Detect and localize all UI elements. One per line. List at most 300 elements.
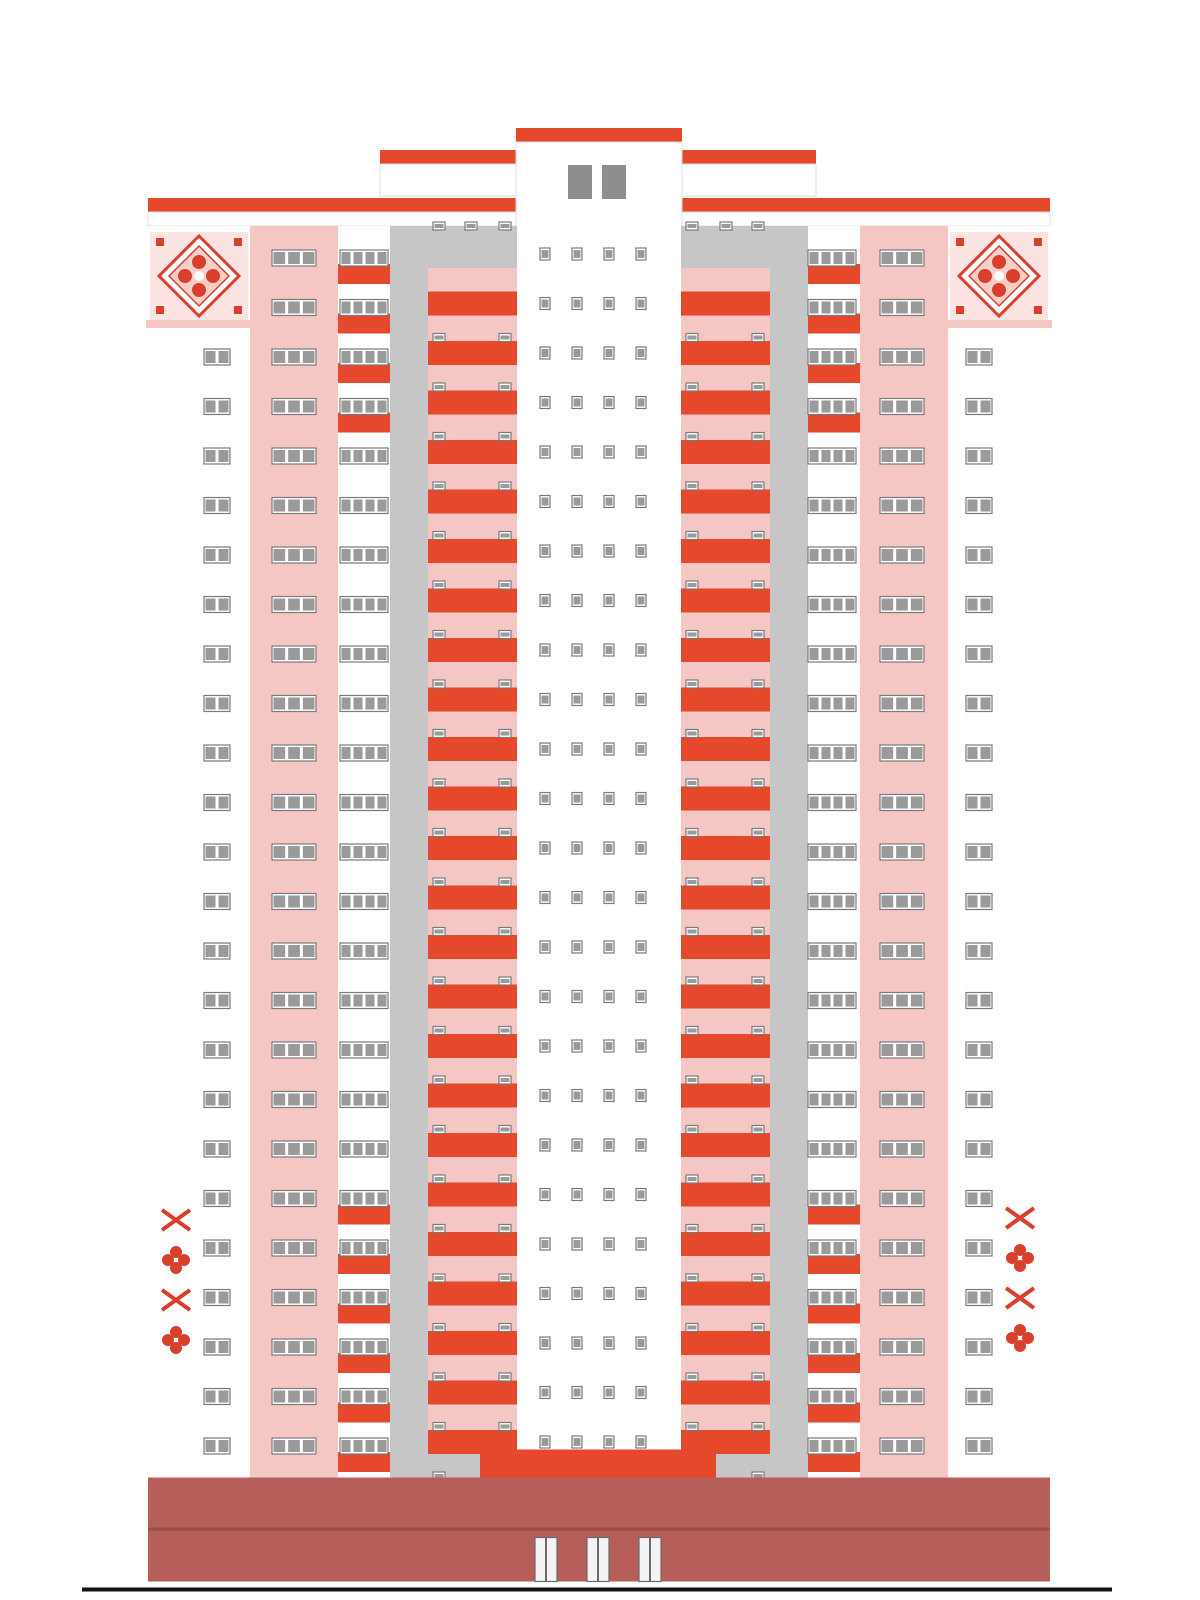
window-pane [435,1474,444,1478]
balcony-stripe [681,1183,770,1207]
window-core [636,644,646,656]
window-frame-left-a [433,1225,445,1233]
window-frame-right-a [686,1423,698,1431]
loggia-stripe [808,363,860,383]
window-pane [810,450,819,462]
window-core [572,347,582,359]
window-pane [288,302,300,314]
window-frame-left-b [499,482,511,490]
window-frame-left-b [499,977,511,985]
window-pane [882,945,894,957]
window-pane [354,1193,363,1205]
window-pane [896,1391,908,1403]
window-core [636,446,646,458]
window-pane [834,252,843,264]
window-pink-right [880,943,924,959]
window-pane [810,599,819,611]
window-outer-right [966,1141,992,1157]
window-core [636,1139,646,1151]
window-frame-left-b [499,383,511,391]
window-frame-left-b [499,779,511,787]
window-pane [366,450,375,462]
window-pane [834,698,843,710]
loggia-stripe [338,1353,390,1373]
window-pane [882,698,894,710]
window-pink-right [880,547,924,563]
window-pane [911,401,923,413]
window-pane [342,1143,351,1155]
window-loggia-right [808,1389,856,1405]
window-pane [354,1242,363,1254]
window-frame-right-b [752,1324,764,1332]
roof-vent [602,165,626,199]
window-pane [342,747,351,759]
window-pane [638,1092,645,1100]
window-pane [882,747,894,759]
window-pane [542,1240,549,1248]
window-pane [911,747,923,759]
window-core [636,793,646,805]
window-pane [501,534,510,538]
window-loggia-right [808,943,856,959]
window-pane [219,698,229,710]
window-pink-right [880,349,924,365]
window-core [604,842,614,854]
window-pane [896,401,908,413]
window-pane [834,1292,843,1304]
window-pane [638,646,645,654]
balcony-stripe [428,836,517,860]
window-pane [981,401,991,413]
window-pane [822,995,831,1007]
window-pink-left [272,498,316,514]
window-frame-right-b [752,581,764,589]
window-pane [542,1092,549,1100]
window-pane [303,846,315,858]
window-frame-right-a [686,977,698,985]
window-core [572,248,582,260]
window-loggia-right [808,894,856,910]
window-core [604,545,614,557]
window-pane [501,1375,510,1379]
window-pane [303,945,315,957]
window-frame-right-b [752,680,764,688]
window-pane [981,698,991,710]
window-pane [882,1341,894,1353]
window-core [636,694,646,706]
window-pane [896,945,908,957]
window-pane [206,599,216,611]
window-pane [574,547,581,555]
window-pink-right [880,1092,924,1108]
window-pane [810,351,819,363]
window-frame-right-b [752,433,764,441]
window-pane [896,500,908,512]
balcony-stripe [681,1381,770,1405]
window-pane [501,880,510,884]
window-pink-left [272,547,316,563]
window-pane [882,1044,894,1056]
window-core [636,1436,646,1448]
window-pane [810,1341,819,1353]
window-pane [968,1143,978,1155]
window-outer-right [966,1438,992,1454]
window-core [572,496,582,508]
window-frame-left-b [499,680,511,688]
window-loggia-right [808,1191,856,1207]
window-pane [342,945,351,957]
window-pane [574,1240,581,1248]
window-pane [303,1391,315,1403]
window-pane [846,450,855,462]
balcony-stripe [428,292,517,316]
window-core [572,545,582,557]
window-pane [606,696,613,704]
window-pane [688,682,697,686]
window-pane [822,500,831,512]
window-pane [219,1341,229,1353]
window-core [636,1238,646,1250]
window-loggia-left [340,448,388,464]
window-pane [206,698,216,710]
window-core [572,1090,582,1102]
window-core [604,595,614,607]
window-outer-left [204,1092,230,1108]
window-pane [501,1029,510,1033]
window-pane [354,648,363,660]
window-loggia-left [340,1191,388,1207]
window-core [636,347,646,359]
window-pane [810,252,819,264]
ornament-petal [992,283,1006,297]
window-pane [219,896,229,908]
window-pane [911,648,923,660]
window-pane [378,450,387,462]
balcony-stripe [681,440,770,464]
window-pane [722,224,731,228]
window-loggia-left [340,250,388,266]
window-pane [638,547,645,555]
window-pane [688,732,697,736]
window-pink-left [272,1092,316,1108]
window-pane [810,1292,819,1304]
window-pane [378,1391,387,1403]
window-loggia-left [340,1389,388,1405]
window-pane [896,995,908,1007]
balcony-stripe [428,886,517,910]
window-core [572,1040,582,1052]
window-pane [219,1143,229,1155]
window-loggia-left [340,597,388,613]
window-pane [354,1391,363,1403]
window-pane [288,1341,300,1353]
window-pane [810,747,819,759]
window-pane [342,1044,351,1056]
window-pane [354,351,363,363]
window-pane [378,500,387,512]
loggia-stripe [338,314,390,334]
balcony-stripe [681,886,770,910]
window-pane [219,500,229,512]
window-outer-left [204,448,230,464]
window-pane [354,896,363,908]
window-core [572,1387,582,1399]
window-loggia-right [808,349,856,365]
window-pane [981,549,991,561]
window-outer-left [204,498,230,514]
window-outer-left [204,1191,230,1207]
window-pane [754,1326,763,1330]
window-pane [219,351,229,363]
window-pane [574,1042,581,1050]
window-pane [303,450,315,462]
window-pane [968,450,978,462]
window-pane [981,1193,991,1205]
window-pane [638,943,645,951]
window-pane [366,1094,375,1106]
window-pane [542,1191,549,1199]
window-pane [846,500,855,512]
window-pane [342,797,351,809]
podium-floor-line [148,1528,1050,1531]
window-pane [574,349,581,357]
window-pink-right [880,399,924,415]
ornament-petal [178,269,192,283]
window-pink-right [880,745,924,761]
window-pink-left [272,745,316,761]
window-pane [968,1440,978,1452]
window-pane [366,1242,375,1254]
window-pane [574,399,581,407]
window-pane [810,1242,819,1254]
window-pane [822,401,831,413]
window-pane [981,945,991,957]
window-pane [435,1177,444,1181]
window-attic [686,222,698,230]
top-parapet-body [516,142,682,240]
window-pane [911,302,923,314]
ornament-panel-upper [146,232,252,328]
window-pane [754,831,763,835]
loggia-stripe [808,1452,860,1472]
window-frame-left-b [499,730,511,738]
top-parapet-band [516,128,682,142]
window-pane [606,597,613,605]
window-pane [354,599,363,611]
balcony-stripe [681,935,770,959]
window-pane [882,846,894,858]
window-pane [274,846,286,858]
window-attic [752,222,764,230]
window-pane [288,252,300,264]
window-pane [378,1044,387,1056]
window-pane [688,385,697,389]
window-pane [822,549,831,561]
ornament-corner [1034,306,1042,314]
window-pane [754,1276,763,1280]
window-pane [206,797,216,809]
window-loggia-right [808,1092,856,1108]
window-core [604,694,614,706]
window-pane [542,1389,549,1397]
window-pink-right [880,300,924,316]
window-pane [846,648,855,660]
window-pane [303,549,315,561]
window-core [572,842,582,854]
window-pane [303,747,315,759]
window-frame-left-b [499,878,511,886]
window-loggia-left [340,547,388,563]
window-core [636,496,646,508]
window-pane [606,1290,613,1298]
window-pane [219,1094,229,1106]
window-pane [896,450,908,462]
window-pane [754,1029,763,1033]
window-frame-right-a [686,680,698,688]
window-core [604,1436,614,1448]
window-frame-right-b [752,1175,764,1183]
window-pane [574,597,581,605]
window-pane [206,1193,216,1205]
window-pink-left [272,597,316,613]
window-loggia-left [340,745,388,761]
window-pane [810,945,819,957]
balcony-stripe [428,935,517,959]
window-pane [354,1044,363,1056]
window-pane [606,943,613,951]
window-pane [206,1391,216,1403]
window-pane [688,930,697,934]
window-pane [574,894,581,902]
window-pane [688,484,697,488]
balcony-stripe [428,1133,517,1157]
window-frame-left-a [433,1175,445,1183]
window-pane [274,500,286,512]
window-pane [822,945,831,957]
window-pane [754,224,763,228]
window-pane [501,930,510,934]
window-pane [435,385,444,389]
balcony-stripe [428,985,517,1009]
window-frame-left-b [499,1076,511,1084]
window-core [636,1337,646,1349]
window-pink-left [272,894,316,910]
window-pane [206,351,216,363]
window-pane [366,1143,375,1155]
window-pane [822,896,831,908]
window-pane [638,1141,645,1149]
window-pane [688,633,697,637]
window-core [540,1288,550,1300]
window-pane [688,1128,697,1132]
window-core [540,892,550,904]
window-pane [846,599,855,611]
window-outer-right [966,943,992,959]
window-pane [882,995,894,1007]
window-pane [638,250,645,258]
window-pane [968,747,978,759]
window-pane [896,896,908,908]
window-pane [574,696,581,704]
window-pane [896,698,908,710]
window-pane [366,747,375,759]
window-pane [911,1391,923,1403]
window-pane [846,747,855,759]
window-pane [822,351,831,363]
window-pane [810,846,819,858]
window-pane [822,1193,831,1205]
window-loggia-right [808,844,856,860]
window-pane [754,930,763,934]
window-pane [846,995,855,1007]
window-frame-right-a [686,1225,698,1233]
window-frame-right-b [752,1423,764,1431]
window-pane [219,1391,229,1403]
window-pane [435,633,444,637]
window-pane [810,797,819,809]
window-pink-right [880,1389,924,1405]
window-pane [219,1440,229,1452]
window-pane [981,995,991,1007]
window-pane [288,648,300,660]
window-pane [206,945,216,957]
window-pane [911,846,923,858]
window-pane [435,781,444,785]
window-core [604,1189,614,1201]
window-frame-left-a [433,977,445,985]
window-pane [968,1341,978,1353]
balcony-stripe [681,1084,770,1108]
window-pane [435,1276,444,1280]
window-loggia-right [808,250,856,266]
window-pane [810,1044,819,1056]
window-pane [834,995,843,1007]
ornament-petal [978,269,992,283]
window-pane [501,1227,510,1231]
window-pane [981,599,991,611]
window-pane [846,549,855,561]
window-loggia-right [808,547,856,563]
window-loggia-right [808,1438,856,1454]
window-core [540,298,550,310]
window-core [604,1238,614,1250]
window-pane [834,1341,843,1353]
window-pane [219,648,229,660]
window-pane [501,385,510,389]
window-pane [467,224,476,228]
window-pane [303,401,315,413]
window-pane [896,1440,908,1452]
window-pane [303,896,315,908]
window-frame-left-b [499,1175,511,1183]
balcony-stripe [428,737,517,761]
balcony-stripe [428,1183,517,1207]
balcony-stripe [428,440,517,464]
window-loggia-left [340,1290,388,1306]
window-outer-left [204,1290,230,1306]
window-pane [342,450,351,462]
window-pane [834,1440,843,1452]
window-pane [638,1438,645,1446]
ornament-ledge [946,320,1052,328]
window-frame-right-b [752,532,764,540]
window-outer-left [204,795,230,811]
window-pane [882,797,894,809]
window-pane [688,583,697,587]
window-pane [638,1240,645,1248]
window-frame-right-b [752,928,764,936]
window-pane [219,1242,229,1254]
